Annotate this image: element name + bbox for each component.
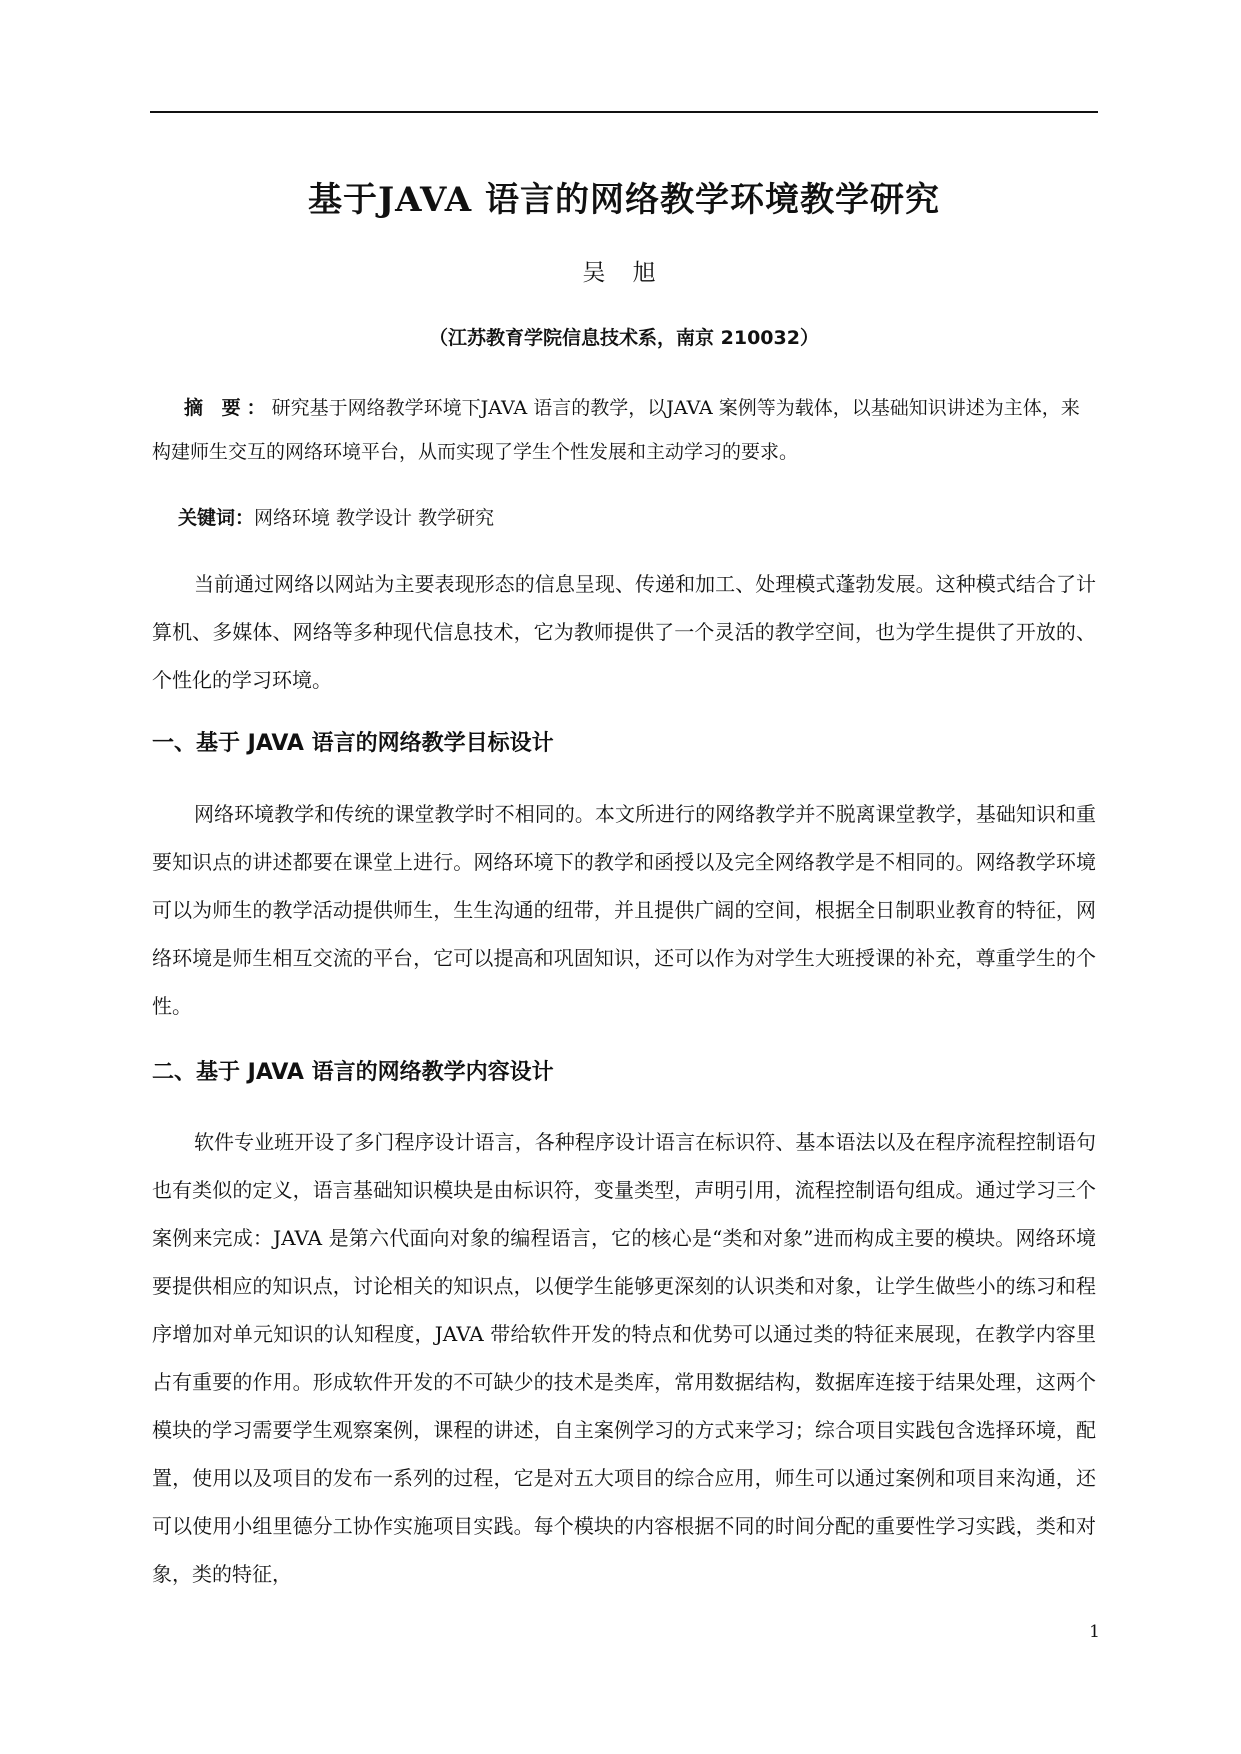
author-affiliation: （江苏教育学院信息技术系，南京 210032）	[429, 327, 819, 349]
section-heading-2: 二、基于 JAVA 语言的网络教学内容设计	[152, 1060, 554, 1085]
abstract-label: 摘 要：	[184, 397, 272, 419]
section-heading-1: 一、基于 JAVA 语言的网络教学目标设计	[152, 731, 554, 756]
keywords	[152, 496, 1096, 540]
abstract-text: 研究基于网络教学环境下JAVA 语言的教学，以JAVA 案例等为载体，以基础知识讲述为主体，来构建师生交互的网络环境平台，从而实现了学生个性发展和主动学习的要求。	[152, 397, 1080, 463]
abstract	[152, 386, 1096, 474]
header-rule	[150, 111, 1098, 113]
page-number: 1	[1089, 1622, 1100, 1642]
keywords-text: 网络环境 教学设计 教学研究	[254, 507, 495, 529]
section-1-paragraph: 网络环境教学和传统的课堂教学时不相同的。本文所进行的网络教学并不脱离课堂教学，基础知识和重要知识点的讲述都要在课堂上进行。网络环境下的教学和函授以及完全网络教学是不相同的。网络教学环境可以为师生的教学活动提供师生，生生沟通的纽带，并且提供广阔的空间，根据全日制职业教育的特征，网络环境是师生相互交流的平台，它可以提高和巩固知识，还可以作为对学生大班授课的补充，尊重学生的个性。	[152, 802, 1096, 1018]
paper-title: 基于JAVA 语言的网络教学环境教学研究	[308, 180, 940, 220]
keywords-label: 关键词：	[178, 507, 255, 529]
paper-author: 吴 旭	[582, 260, 666, 286]
section-2-paragraph: 软件专业班开设了多门程序设计语言，各种程序设计语言在标识符、基本语法以及在程序流程控制语句也有类似的定义，语言基础知识模块是由标识符，变量类型，声明引用，流程控制语句组成。通过学习三个案例来完成：JAVA 是第六代面向对象的编程语言，它的核心是“类和对象”进而构成主要的模块。网络环境要提供相应的知识点，讨论相关的知识点，以便学生能够更深刻的认识类和对象，让学生做些小的练习和程序增加对单元知识的认知程度，JAVA 带给软件开发的特点和优势可以通过类的特征来展现，在教学内容里占有重要的作用。形成软件开发的不可缺少的技术是类库，常用数据结构，数据库连接于结果处理，这两个模块的学习需要学生观察案例，课程的讲述，自主案例学习的方式来学习；综合项目实践包含选择环境，配置，使用以及项目的发布一系列的过程，它是对五大项目的综合应用，师生可以通过案例和项目来沟通，还可以使用小组里德分工协作实施项目实践。每个模块的内容根据不同的时间分配的重要性学习实践，类和对象，类的特征，	[152, 1130, 1096, 1586]
intro-paragraph: 当前通过网络以网站为主要表现形态的信息呈现、传递和加工、处理模式蓬勃发展。这种模式结合了计算机、多媒体、网络等多种现代信息技术，它为教师提供了一个灵活的教学空间，也为学生提供了开放的、个性化的学习环境。	[152, 572, 1096, 692]
